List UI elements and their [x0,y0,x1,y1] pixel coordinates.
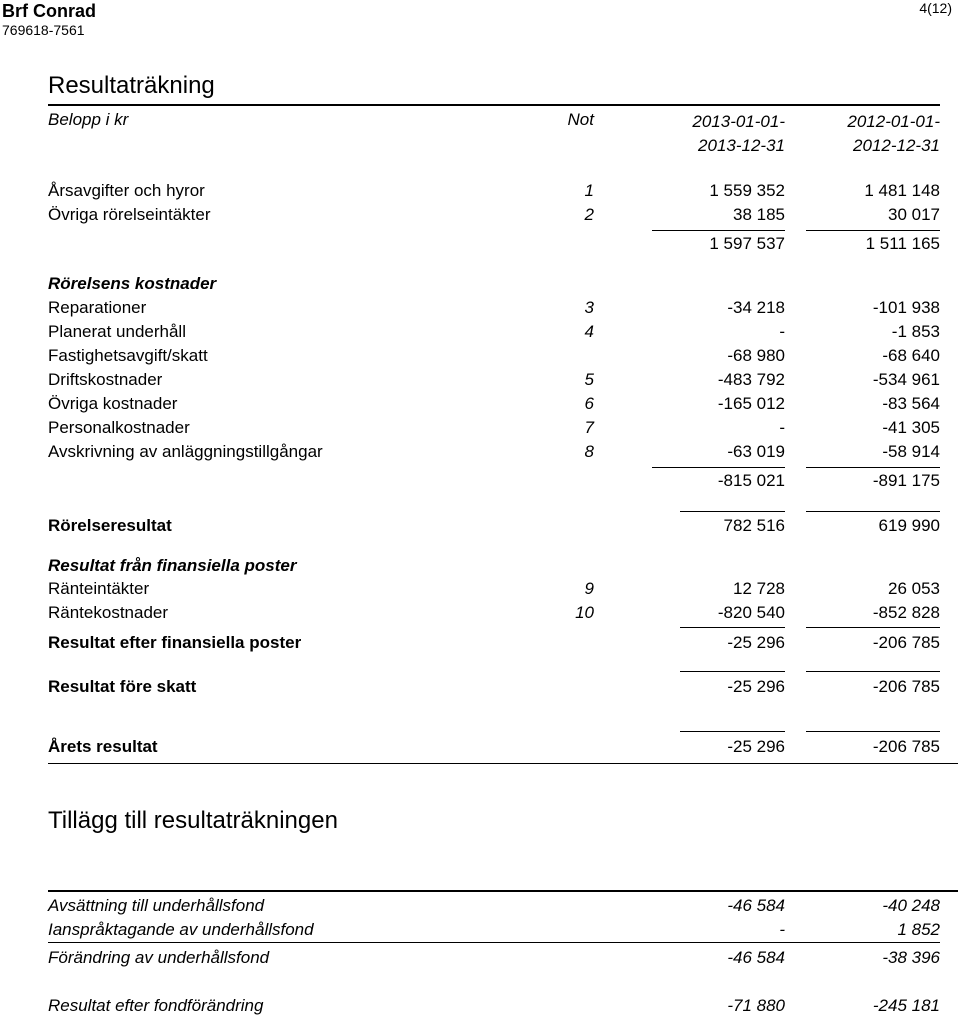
row-value-2013: -25 296 [727,633,785,652]
underline-2013 [680,627,785,628]
header-col-2012-line2: 2012-12-31 [853,136,940,155]
row-label: Driftskostnader [48,370,163,389]
row-value-2013: -483 792 [717,370,785,389]
row-fastighetsavgift [48,346,940,368]
row-reparationer [48,298,940,320]
row-value-2012: -891 175 [872,471,940,490]
section-financial [48,556,940,578]
row-avsattning [48,896,940,918]
section-rule [48,763,958,764]
row-personalkostnader [48,418,940,440]
row-label: Resultat före skatt [48,677,197,696]
row-label: Planerat underhåll [48,322,186,341]
row-note: 8 [584,442,594,461]
income-statement-title: Resultaträkning [48,72,215,99]
row-note: 1 [584,181,594,200]
row-label: Ränteintäkter [48,579,150,598]
row-resultat-efter-fond [48,996,940,1018]
column-header [48,110,940,156]
row-value-2013: -46 584 [727,896,785,915]
underline-2013 [652,467,785,468]
underline-2013 [680,671,785,672]
row-ovriga-intakter [48,205,940,227]
row-note: 4 [584,322,594,341]
row-note: 6 [584,394,594,413]
company-name: Brf Conrad [2,1,96,21]
row-value-2013: -25 296 [727,737,785,756]
row-value-2012: 26 053 [888,579,940,598]
row-value-2012: 1 852 [897,920,940,939]
underline-2012 [806,467,940,468]
row-value-2012: 30 017 [888,205,940,224]
row-note: 2 [584,205,594,224]
row-label: Fastighetsavgift/skatt [48,346,208,365]
row-value-2013: 12 728 [733,579,785,598]
page-number: 4(12) [919,0,952,16]
header-col-2012 [847,110,940,158]
row-value-2013: - [779,322,785,341]
row-subtotal-revenue [48,234,940,256]
underline-2012 [806,671,940,672]
header-col-2013-line1: 2013-01-01- [692,112,785,131]
row-avskrivning [48,442,940,464]
row-ianspraktagande [48,920,940,942]
title-rule [48,104,940,106]
row-label: Övriga rörelseintäkter [48,205,211,224]
row-value-2013: - [779,920,785,939]
appendix-title: Tillägg till resultaträkningen [48,807,338,834]
row-value-2013: -820 540 [717,603,785,622]
row-value-2013: 782 516 [723,516,785,535]
row-note: 5 [584,370,594,389]
row-ovriga-kostnader [48,394,940,416]
row-value-2012: -101 938 [872,298,940,317]
row-value-2012: -68 640 [882,346,940,365]
row-value-2012: -41 305 [882,418,940,437]
appendix-subtotal-rule [48,942,940,943]
row-label: Resultat efter finansiella poster [48,633,302,652]
row-label: Avskrivning av anläggningstillgångar [48,442,323,461]
header-col-2013-line2: 2013-12-31 [698,136,785,155]
underline-2013 [652,230,785,231]
row-value-2012: -1 853 [891,322,940,341]
row-label: Personalkostnader [48,418,190,437]
header-col-2012-line1: 2012-01-01- [847,112,940,131]
row-note: 10 [575,603,594,622]
section-label: Resultat från finansiella poster [48,556,297,575]
row-resultat-efter-fin [48,633,940,655]
row-driftskostnader [48,370,940,392]
row-value-2012: 1 511 165 [865,234,940,253]
row-label: Förändring av underhållsfond [48,948,270,967]
row-note: 9 [584,579,594,598]
section-operating-costs [48,274,940,296]
row-value-2012: 619 990 [878,516,940,535]
row-label: Reparationer [48,298,147,317]
row-value-2012: -206 785 [872,677,940,696]
row-label: Övriga kostnader [48,394,178,413]
section-label: Rörelsens kostnader [48,274,217,293]
row-value-2013: 1 597 537 [709,234,785,253]
row-value-2013: - [779,418,785,437]
row-planerat-underhall [48,322,940,344]
underline-2012 [806,230,940,231]
row-arets-resultat [48,737,940,759]
row-value-2013: -34 218 [727,298,785,317]
row-value-2013: -68 980 [727,346,785,365]
row-value-2012: -534 961 [872,370,940,389]
row-value-2013: -46 584 [727,948,785,967]
row-value-2012: -206 785 [872,633,940,652]
row-value-2012: -852 828 [872,603,940,622]
row-value-2013: -815 021 [717,471,785,490]
row-label: Räntekostnader [48,603,169,622]
underline-2013 [680,731,785,732]
row-resultat-fore-skatt [48,677,940,699]
row-label: Resultat efter fondförändring [48,996,264,1015]
underline-2012 [806,511,940,512]
row-value-2012: -38 396 [882,948,940,967]
row-label: Avsättning till underhållsfond [48,896,265,915]
row-value-2013: -25 296 [727,677,785,696]
row-rorelseresultat [48,516,940,538]
row-rantekostnader [48,603,940,625]
row-label: Årsavgifter och hyror [48,181,205,200]
row-value-2013: 38 185 [733,205,785,224]
row-note: 7 [584,418,594,437]
header-note: Not [567,110,594,129]
row-forandring [48,948,940,970]
row-label: Rörelseresultat [48,516,172,535]
row-value-2012: 1 481 148 [864,181,940,200]
underline-2012 [806,731,940,732]
appendix-rule [48,890,958,892]
header-amount-label: Belopp i kr [48,110,129,129]
row-value-2013: -71 880 [727,996,785,1015]
row-value-2012: -40 248 [882,896,940,915]
row-value-2013: -63 019 [727,442,785,461]
underline-2013 [680,511,785,512]
row-value-2012: -58 914 [882,442,940,461]
row-value-2012: -206 785 [872,737,940,756]
underline-2012 [806,627,940,628]
row-subtotal-costs [48,471,940,493]
row-ranteintakter [48,579,940,601]
row-note: 3 [584,298,594,317]
row-label: Årets resultat [48,737,158,756]
row-label: Ianspråktagande av underhållsfond [48,920,314,939]
row-value-2012: -83 564 [882,394,940,413]
row-value-2013: 1 559 352 [709,181,785,200]
org-number: 769618-7561 [2,22,85,38]
row-value-2013: -165 012 [717,394,785,413]
row-arsavgifter [48,181,940,203]
row-value-2012: -245 181 [872,996,940,1015]
header-col-2013 [692,110,785,158]
